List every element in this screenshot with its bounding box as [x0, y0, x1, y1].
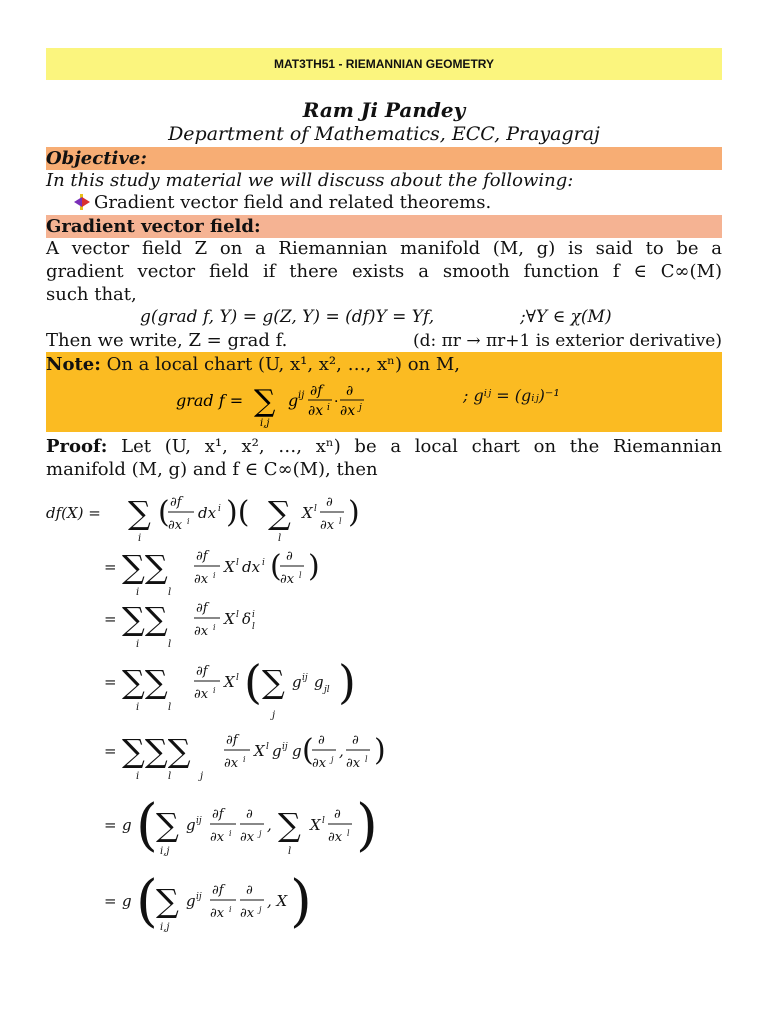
svg-text:∂: ∂	[286, 549, 293, 564]
svg-text:l: l	[339, 517, 342, 526]
svg-text:l: l	[365, 755, 368, 764]
svg-text:∂x: ∂x	[194, 572, 209, 587]
svg-text:X: X	[254, 742, 265, 760]
svg-text:l: l	[278, 533, 282, 544]
svg-text:i: i	[136, 639, 140, 650]
author-name: Ram Ji Pandey	[302, 98, 466, 122]
svg-text:j: j	[200, 771, 204, 782]
gradient-equation-condition: ;∀Y ∈ χ(M)	[520, 307, 612, 327]
svg-text:∂x: ∂x	[210, 906, 225, 921]
svg-text:ij: ij	[196, 892, 202, 902]
svg-text:∑: ∑	[156, 806, 179, 844]
svg-text:X: X	[302, 504, 313, 522]
svg-text:i,j: i,j	[160, 922, 170, 933]
svg-text:∂f: ∂f	[196, 664, 208, 679]
svg-text:ij: ij	[302, 673, 308, 683]
svg-text:dx: dx	[242, 558, 261, 576]
svg-text:): )	[338, 655, 356, 709]
svg-text:∂x: ∂x	[312, 756, 327, 771]
svg-text:∑: ∑	[268, 494, 291, 532]
svg-text:∑∑: ∑∑	[122, 663, 168, 701]
svg-text:∂f: ∂f	[196, 601, 208, 616]
svg-text:ij: ij	[196, 816, 202, 826]
svg-text:i: i	[136, 702, 140, 713]
svg-text:l: l	[168, 702, 172, 713]
svg-text:(: (	[136, 793, 158, 858]
svg-text:∑: ∑	[254, 384, 276, 419]
arrow-bullet-icon	[72, 193, 92, 211]
svg-text:∑∑∑: ∑∑∑	[122, 732, 191, 770]
svg-text:, X: , X	[267, 892, 288, 910]
svg-text:i: i	[213, 686, 216, 695]
svg-text:j: j	[259, 829, 262, 838]
svg-text:∂x: ∂x	[168, 518, 183, 533]
svg-text:∂: ∂	[346, 383, 354, 399]
bullet-text: Gradient vector field and related theorems.	[94, 192, 492, 213]
svg-text:∂x: ∂x	[308, 403, 324, 419]
svg-text:(: (	[244, 655, 262, 709]
svg-text:∂: ∂	[246, 807, 253, 822]
gradient-equation: g(grad f, Y) = g(Z, Y) = (df)Y = Yf,	[140, 307, 435, 327]
inverse-metric: ; gⁱʲ = (gᵢⱼ)⁻¹	[463, 386, 560, 405]
svg-text:·: ·	[334, 394, 339, 410]
svg-text:i: i	[213, 623, 216, 632]
svg-text:∂x: ∂x	[328, 830, 343, 845]
svg-text:l: l	[168, 639, 172, 650]
svg-text:l: l	[288, 846, 292, 857]
svg-text:l: l	[314, 504, 317, 514]
svg-text:∑: ∑	[156, 882, 179, 920]
svg-text:i: i	[327, 403, 330, 413]
svg-text:): )	[290, 869, 312, 934]
svg-text:∂x: ∂x	[240, 830, 255, 845]
derivation-line-3: =	[104, 610, 117, 628]
svg-text:∂f: ∂f	[310, 383, 323, 399]
svg-text:l: l	[168, 587, 172, 598]
svg-text:g: g	[122, 892, 132, 910]
gradient-heading: Gradient vector field:	[46, 215, 722, 238]
derivation-line-6: =	[104, 816, 117, 834]
svg-text:i: i	[262, 558, 265, 568]
note-formula	[166, 378, 486, 430]
svg-text:∂x: ∂x	[224, 756, 239, 771]
svg-text:(: (	[302, 733, 314, 768]
svg-text:i: i	[138, 533, 142, 544]
proof-label: Proof:	[46, 436, 108, 457]
svg-text:i: i	[136, 587, 140, 598]
svg-text:i: i	[218, 504, 221, 514]
derivation-line-1: df(X) =	[46, 504, 101, 522]
document-page	[46, 0, 722, 1024]
svg-text:ij: ij	[298, 390, 305, 401]
svg-text:l: l	[322, 816, 325, 826]
svg-text:X: X	[224, 673, 235, 691]
svg-text:g: g	[288, 391, 299, 410]
svg-text:ij: ij	[282, 742, 288, 752]
svg-text:∑: ∑	[278, 806, 301, 844]
derivation-line-4: =	[104, 673, 117, 691]
svg-text:g: g	[122, 816, 132, 834]
svg-text:i: i	[243, 755, 246, 764]
svg-text:δ: δ	[242, 610, 252, 628]
department: Department of Mathematics, ECC, Prayagraj	[168, 123, 600, 145]
svg-text:∂f: ∂f	[212, 807, 224, 822]
svg-text:g: g	[272, 742, 282, 760]
svg-text:i: i	[229, 905, 232, 914]
svg-text:): )	[348, 495, 360, 530]
svg-text:g: g	[186, 816, 196, 834]
svg-text:j: j	[272, 710, 276, 721]
svg-text:∂x: ∂x	[194, 624, 209, 639]
derivation-line-7: =	[104, 892, 117, 910]
definition-line-3: such that,	[46, 284, 137, 305]
svg-text:X: X	[310, 816, 321, 834]
svg-text:X: X	[224, 558, 235, 576]
svg-text:j: j	[359, 403, 362, 413]
proof-derivation	[46, 484, 466, 944]
svg-text:X: X	[224, 610, 235, 628]
svg-text:∑: ∑	[262, 663, 285, 701]
svg-text:,: ,	[267, 816, 272, 834]
svg-text:g: g	[186, 892, 196, 910]
svg-text:l: l	[266, 742, 269, 752]
objective-heading: Objective:	[46, 147, 722, 170]
svg-text:∂f: ∂f	[170, 495, 182, 510]
svg-text:i,j: i,j	[160, 846, 170, 857]
svg-text:l: l	[168, 771, 172, 782]
svg-text:∂x: ∂x	[240, 906, 255, 921]
svg-text:l: l	[236, 610, 239, 620]
objective-bullet	[72, 192, 491, 214]
svg-text:l: l	[299, 571, 302, 580]
svg-text:): )	[356, 793, 378, 858]
svg-text:jl: jl	[324, 685, 330, 695]
svg-text:g: g	[292, 673, 302, 691]
exterior-derivative-note: (d: πr → πr+1 is exterior derivative)	[412, 331, 722, 351]
svg-text:∂f: ∂f	[196, 549, 208, 564]
objective-intro: In this study material we will discuss about the following:	[46, 170, 574, 191]
definition-line-1: A vector field Z on a Riemannian manifold (M, g) is said to be a	[46, 238, 722, 259]
svg-text:g: g	[292, 742, 302, 760]
svg-text:,: ,	[339, 742, 344, 760]
derivation-line-2: =	[104, 558, 117, 576]
svg-text:∂x: ∂x	[210, 830, 225, 845]
svg-text:grad f =: grad f =	[176, 391, 244, 410]
svg-text:∂x: ∂x	[346, 756, 361, 771]
svg-text:∂x: ∂x	[320, 518, 335, 533]
svg-text:j: j	[331, 755, 334, 764]
svg-text:l: l	[236, 673, 239, 683]
svg-text:): )	[374, 733, 386, 768]
note-box	[46, 352, 722, 432]
svg-text:dx: dx	[198, 504, 217, 522]
svg-text:∂x: ∂x	[340, 403, 356, 419]
svg-text:∂: ∂	[318, 733, 325, 748]
note-text: On a local chart (U, x¹, x², …, xⁿ) on M,	[106, 354, 461, 375]
proof-line-2: manifold (M, g) and f ∈ C∞(M), then	[46, 459, 378, 480]
svg-text:i: i	[213, 571, 216, 580]
then-we-write: Then we write, Z = grad f.	[46, 330, 288, 351]
svg-text:∑: ∑	[128, 494, 151, 532]
svg-text:∂f: ∂f	[226, 733, 238, 748]
svg-text:(: (	[136, 869, 158, 934]
svg-text:i: i	[187, 517, 190, 526]
svg-text:i,j: i,j	[260, 418, 270, 429]
svg-text:l: l	[347, 829, 350, 838]
svg-text:∑∑: ∑∑	[122, 600, 168, 638]
svg-text:∂f: ∂f	[212, 883, 224, 898]
svg-text:∂: ∂	[334, 807, 341, 822]
svg-text:i: i	[136, 771, 140, 782]
svg-text:l: l	[236, 558, 239, 568]
course-title: MAT3TH51 - RIEMANNIAN GEOMETRY	[273, 57, 494, 71]
course-banner	[46, 48, 722, 80]
svg-text:i: i	[229, 829, 232, 838]
proof-line-1	[46, 436, 722, 458]
definition-line-2: gradient vector field if there exists a smooth function f ∈ C∞(M)	[46, 261, 722, 282]
svg-text:∂: ∂	[326, 495, 333, 510]
svg-text:l: l	[252, 622, 255, 632]
note-label: Note:	[46, 354, 101, 375]
svg-text:): )	[308, 549, 320, 584]
svg-text:(: (	[158, 495, 170, 530]
proof-text: Let (U, x¹, x², …, xⁿ) be a local chart on the Riemannian	[121, 436, 722, 457]
svg-text:j: j	[259, 905, 262, 914]
svg-text:∂: ∂	[352, 733, 359, 748]
derivation-line-5: =	[104, 742, 117, 760]
svg-text:g: g	[314, 673, 324, 691]
svg-text:∂: ∂	[246, 883, 253, 898]
svg-text:∑∑: ∑∑	[122, 548, 168, 586]
svg-text:)(: )(	[226, 495, 250, 530]
svg-text:(: (	[270, 549, 282, 584]
svg-text:∂x: ∂x	[280, 572, 295, 587]
svg-text:i: i	[252, 610, 255, 620]
svg-text:∂x: ∂x	[194, 687, 209, 702]
